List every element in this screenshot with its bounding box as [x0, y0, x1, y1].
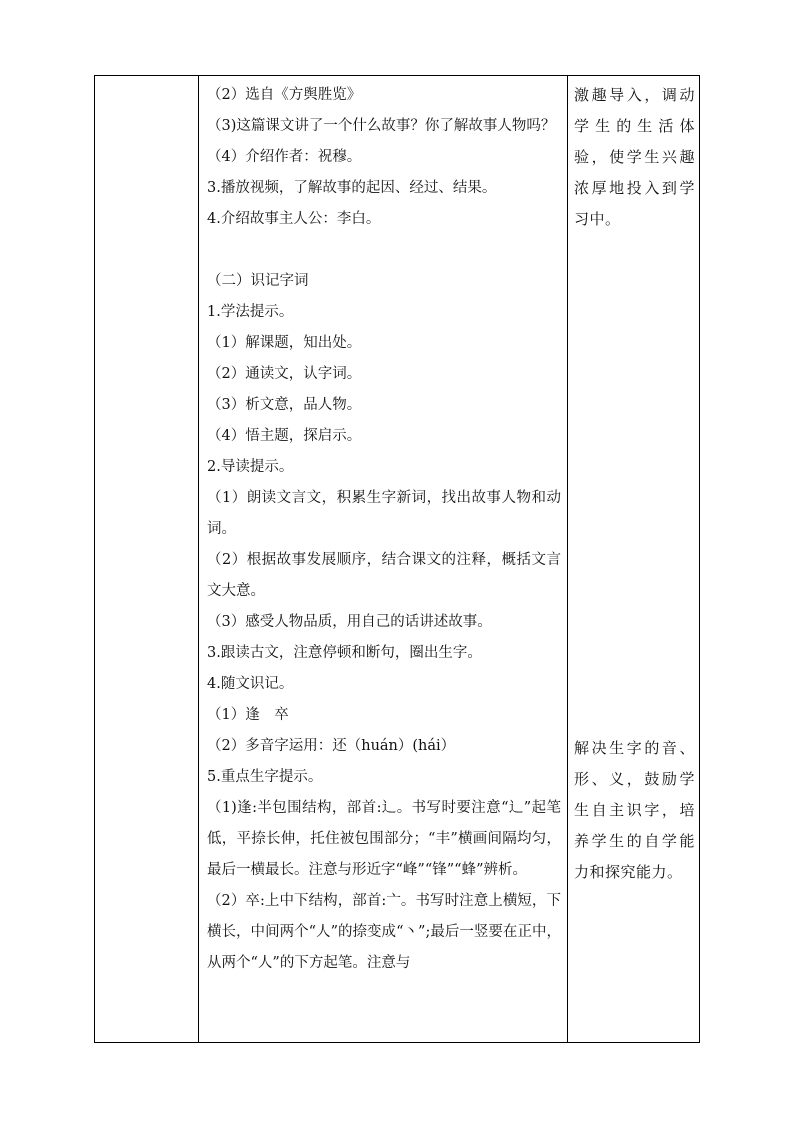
process-line: （1）解课题，知出处。	[207, 335, 362, 351]
process-line: （2）选自《方舆胜览》	[207, 87, 362, 103]
process-line: （3)这篇课文讲了一个什么故事？你了解故事人物吗？	[207, 118, 556, 134]
table-row	[95, 76, 700, 1043]
process-line: （2）根据故事发展顺序，结合课文的注释，概括文言文大意。	[207, 552, 561, 599]
section-heading: （二）识记字词	[207, 273, 309, 289]
process-line: 2.导读提示。	[207, 459, 294, 475]
process-line: （3）感受人物品质，用自己的话讲述故事。	[207, 614, 492, 630]
teaching-process-cell	[199, 76, 568, 1043]
process-line: （3）析文意，品人物。	[207, 397, 362, 413]
process-line: （1)逢:半包围结构，部首:辶。书写时要注意“辶”起笔低，平捺长伸，托住被包围部分；“丰”横画间隔均匀，最后一横最长。注意与形近字“峰”“锋”“蜂”辨析。	[207, 800, 561, 878]
process-line: 3.跟读古文，注意停顿和断句，圈出生字。	[207, 645, 482, 661]
process-line: 5.重点生字提示。	[207, 769, 323, 785]
process-line: 1.学法提示。	[207, 304, 294, 320]
design-note: 激趣导入，调动学生的生活体验，使学生兴趣浓厚地投入到学习中。	[574, 86, 695, 228]
process-line: （2）卒:上中下结构，部首:亠。书写时注意上横短，下横长，中间两个“人”的捺变成“丶”;最后一竖要在正中，从两个“人”的下方起笔。注意与	[207, 893, 561, 971]
lesson-plan-table	[94, 75, 700, 1043]
stage-cell	[95, 76, 199, 1043]
design-note: 解决生字的音、形、义，鼓励学生自主识字，培养学生的自学能力和探究能力。	[574, 739, 695, 881]
process-line: （2）多音字运用：还（huán）(hái）	[207, 738, 456, 754]
process-line: 3.播放视频，了解故事的起因、经过、结果。	[207, 180, 497, 196]
process-line: 4.随文识记。	[207, 676, 294, 692]
process-line: （4）悟主题，探启示。	[207, 428, 362, 444]
process-line: 4.介绍故事主人公：李白。	[207, 211, 381, 227]
process-line: （1）逢 卒	[207, 707, 289, 723]
process-line: （1）朗读文言文，积累生字新词，找出故事人物和动词。	[207, 490, 561, 537]
design-intent-cell	[568, 76, 700, 1043]
process-line: （4）介绍作者：祝穆。	[207, 149, 362, 165]
blank-line	[207, 235, 561, 266]
process-line: （2）通读文，认字词。	[207, 366, 362, 382]
